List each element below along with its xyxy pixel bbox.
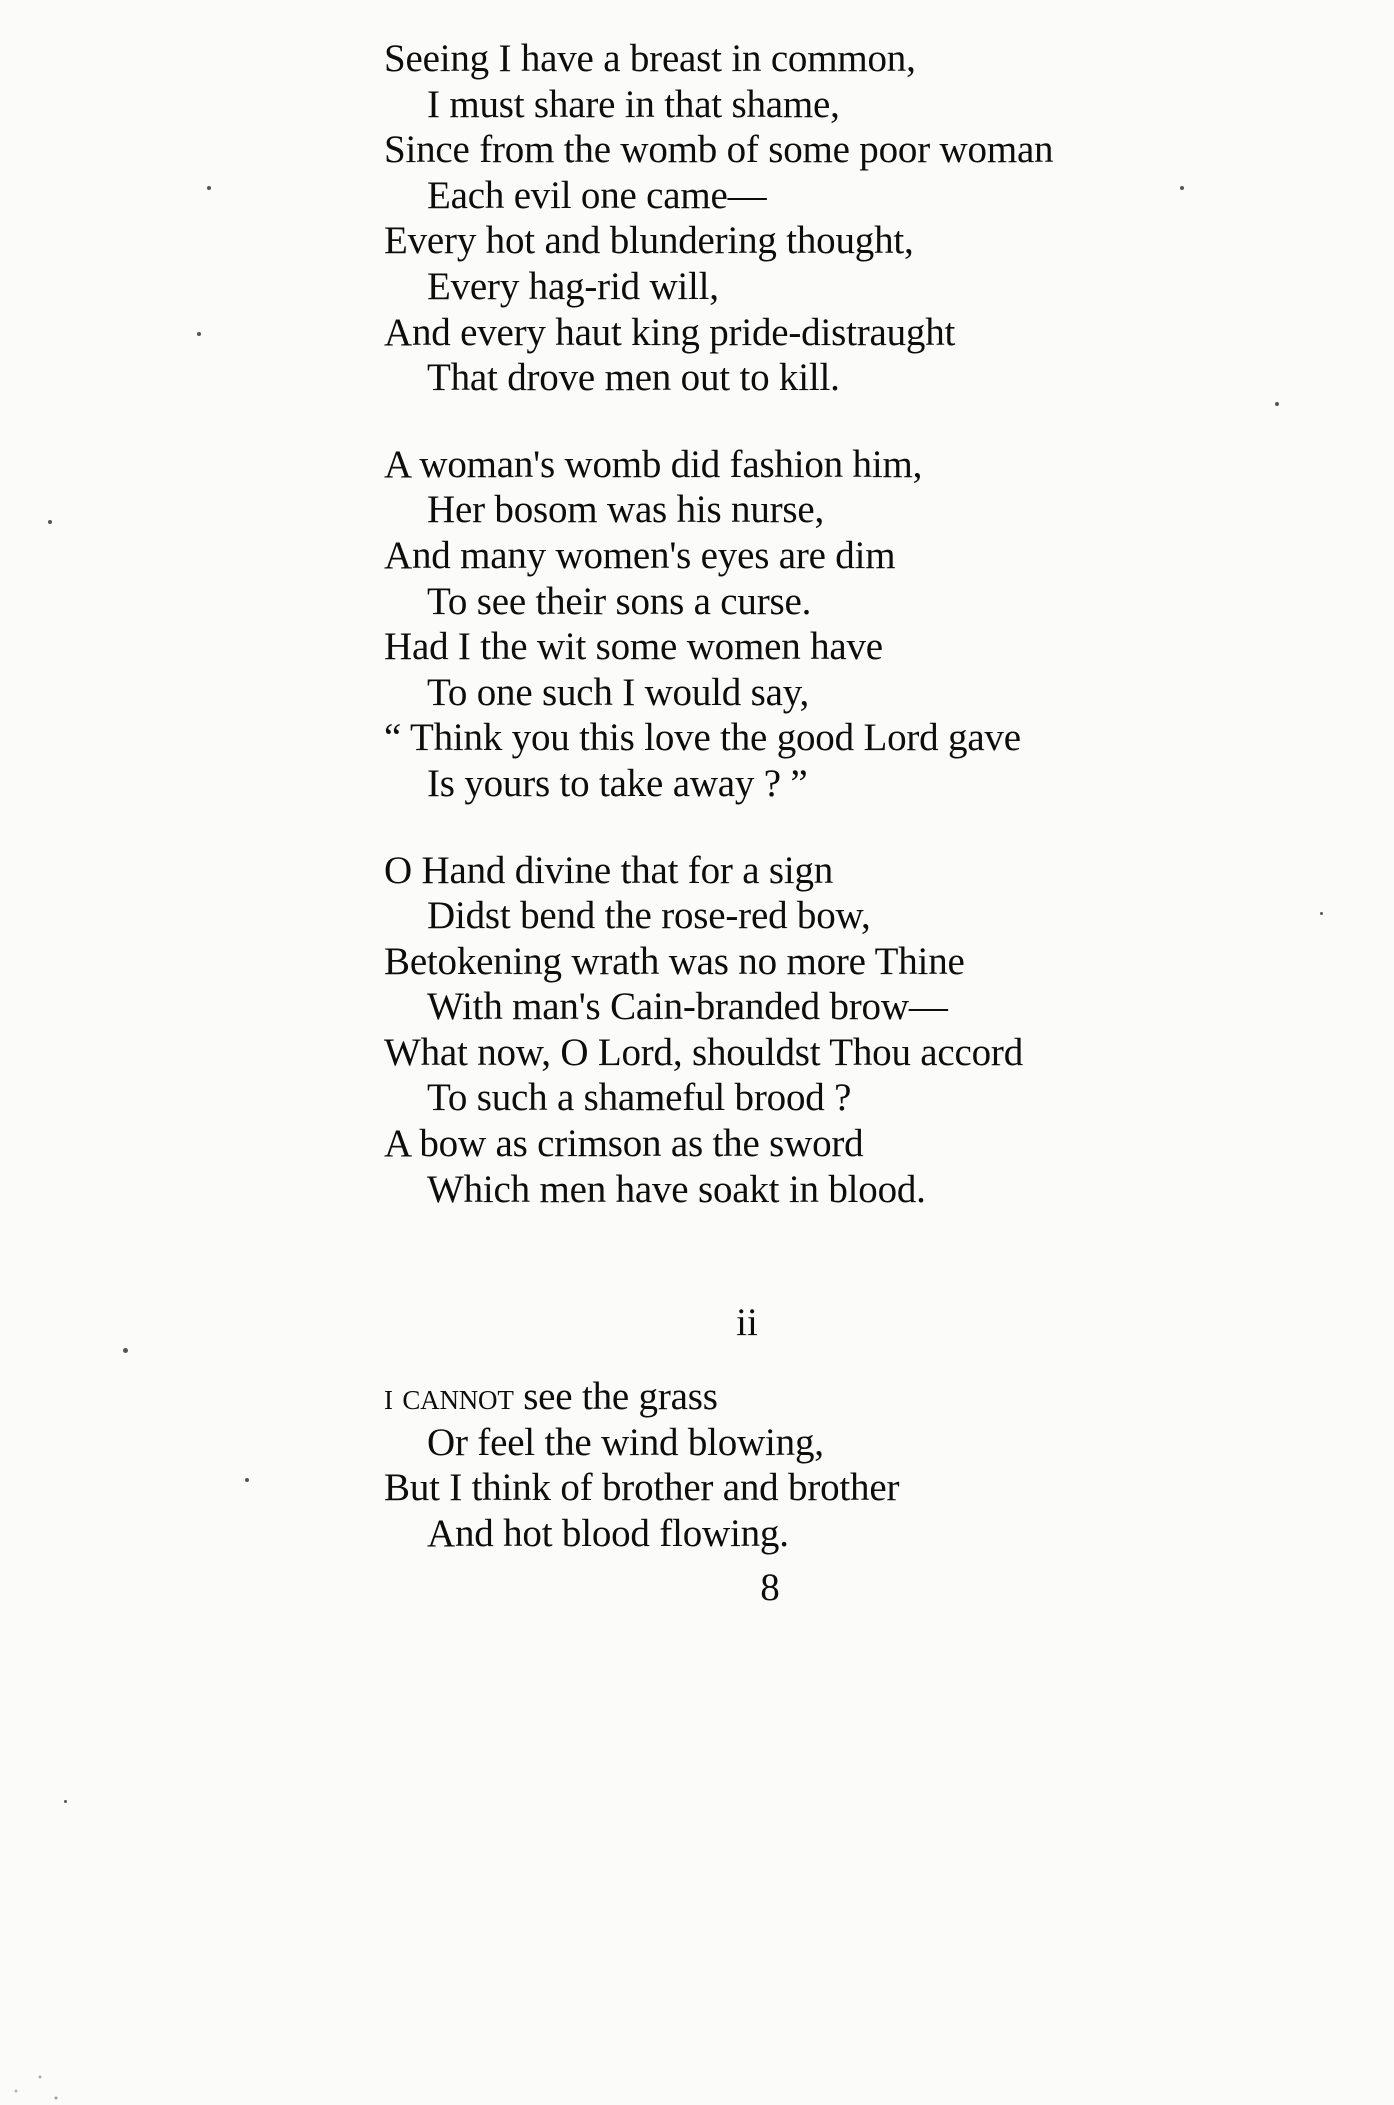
poem-line: And many women's eyes are dim [384,533,896,577]
stanza-3 [384,848,1284,1213]
scan-speck [1180,186,1184,190]
poem-line: Every hag-rid will, [427,264,719,308]
poem-line: Had I the wit some women have [384,625,883,669]
stanza-2 [384,442,1284,807]
poem-line: And hot blood flowing. [427,1511,789,1555]
poem-line: Which men have soakt in blood. [427,1167,926,1211]
poem-line: Each evil one came— [427,173,767,217]
poem-line: A bow as crimson as the sword [384,1122,864,1166]
poem-line: Since from the womb of some poor woman [384,128,1054,172]
poem-line: And every haut king pride-distraught [384,310,956,354]
scan-speck [1320,912,1323,915]
section-heading: ii [736,1301,758,1344]
poem-line: Is yours to take away ? ” [427,761,808,805]
scan-speck [245,1478,249,1482]
poem-part-i [384,36,1284,1253]
poem-line: With man's Cain-branded brow— [427,985,948,1029]
poem-line: What now, O Lord, shouldst Thou accord [384,1030,1024,1074]
scan-speck [197,332,201,336]
poem-part-ii [384,1374,1284,1556]
scan-speck [207,186,211,190]
stanza-1 [384,36,1284,401]
poem-line: I must share in that shame, [427,82,840,126]
scan-speck [48,520,52,524]
poem-line: A woman's womb did fashion him, [384,442,923,486]
scan-speck [1275,402,1279,406]
poem-line: Betokening wrath was no more Thine [384,939,965,983]
poem-line: “ Think you this love the good Lord gave [384,716,1021,760]
poem-line: But I think of brother and brother [384,1466,900,1510]
poem-line: Didst bend the rose-red bow, [427,894,871,938]
poem-line: To such a shameful brood ? [427,1076,852,1120]
poem-line: Her bosom was his nurse, [427,488,825,532]
poem-line: O Hand divine that for a sign [384,848,834,892]
opening-small-caps: i cannot [384,1375,514,1418]
scan-edge-artifact [0,2035,80,2105]
poem-line: Seeing I have a breast in common, [384,37,916,80]
poem-line-rest: see the grass [513,1375,718,1418]
scan-speck [123,1348,128,1353]
poem-line: Every hot and blundering thought, [384,219,914,263]
poem-line: Or feel the wind blowing, [427,1420,824,1464]
page-number: 8 [760,1566,780,1609]
poem-line [384,1374,1284,1420]
poem-line: To one such I would say, [427,670,810,714]
poem-line: That drove men out to kill. [427,356,840,400]
poem-line: To see their sons a curse. [427,579,812,623]
scan-speck [64,1800,67,1803]
